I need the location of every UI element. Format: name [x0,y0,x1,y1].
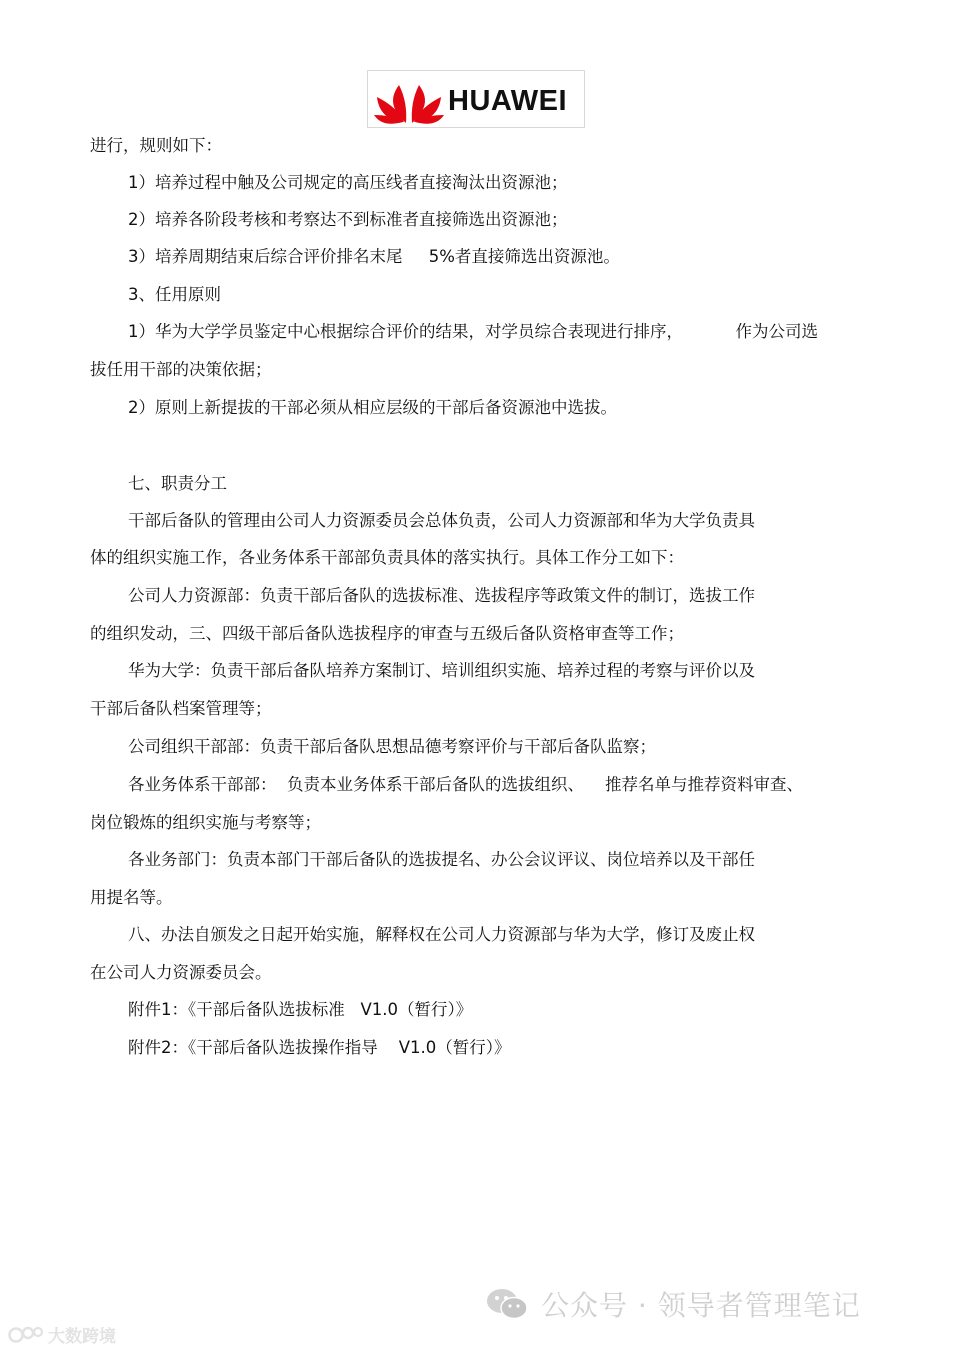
paragraph-line: 干部后备队的管理由公司人力资源委员会总体负责，公司人力资源部和华为大学负责具 [128,511,755,530]
paragraph-line: 干部后备队档案管理等； [90,699,272,718]
wechat-icon [485,1286,529,1322]
attachment-line: 附件2：《干部后备队选拔操作指导 V1.0（暂行）》 [128,1038,511,1057]
brand-mark-icon [8,1323,44,1345]
list-item: 1）培养过程中触及公司规定的高压线者直接淘汰出资源池； [128,173,568,192]
section-heading: 七、职责分工 [128,474,227,493]
footer-watermark [485,1284,861,1324]
attachment-line: 附件1：《干部后备队选拔标准 V1.0（暂行）》 [128,1000,473,1019]
paragraph-line: 体的组织实施工作，各业务体系干部部负责具体的落实执行。具体工作分工如下： [90,548,684,567]
corner-watermark-text: 大数跨境 [48,1326,116,1347]
list-item: 2）培养各阶段考核和考察达不到标准者直接筛选出资源池； [128,210,568,229]
huawei-logo [367,70,585,128]
paragraph-line: 在公司人力资源委员会。 [90,963,272,982]
footer-watermark-text: 公众号 · 领导者管理笔记 [541,1289,861,1322]
paragraph-line: 公司人力资源部：负责干部后备队的选拔标准、选拔程序等政策文件的制订，选拔工作 [128,586,755,605]
paragraph-line: 进行，规则如下： [90,136,222,155]
list-item: 1）华为大学学员鉴定中心根据综合评价的结果，对学员综合表现进行排序， 作为公司选 [128,322,818,341]
corner-watermark [8,1322,116,1346]
paragraph-line: 岗位锻炼的组织实施与考察等； [90,813,321,832]
huawei-wordmark: HUAWEI [448,85,567,117]
paragraph-line: 公司组织干部部：负责干部后备队思想品德考察评价与干部后备队监察； [128,737,656,756]
list-item: 2）原则上新提拔的干部必须从相应层级的干部后备资源池中选拔。 [128,398,617,417]
paragraph-line: 用提名等。 [90,888,173,907]
paragraph-line: 各业务体系干部部： 负责本业务体系干部后备队的选拔组织、 推荐名单与推荐资料审查、 [128,775,803,794]
paragraph-line: 华为大学：负责干部后备队培养方案制订、培训组织实施、培养过程的考察与评价以及 [128,661,755,680]
list-item: 3）培养周期结束后综合评价排名末尾 5%者直接筛选出资源池。 [128,247,620,266]
subsection-heading: 3、任用原则 [128,285,221,304]
paragraph-line: 拔任用干部的决策依据； [90,360,272,379]
paragraph-line: 各业务部门：负责本部门干部后备队的选拔提名、办公会议评议、岗位培养以及干部任 [128,850,755,869]
huawei-flower-icon [372,73,446,127]
paragraph-line: 的组织发动，三、四级干部后备队选拔程序的审查与五级后备队资格审查等工作； [90,624,684,643]
section-heading: 八、办法自颁发之日起开始实施，解释权在公司人力资源部与华为大学，修订及废止权 [128,925,755,944]
